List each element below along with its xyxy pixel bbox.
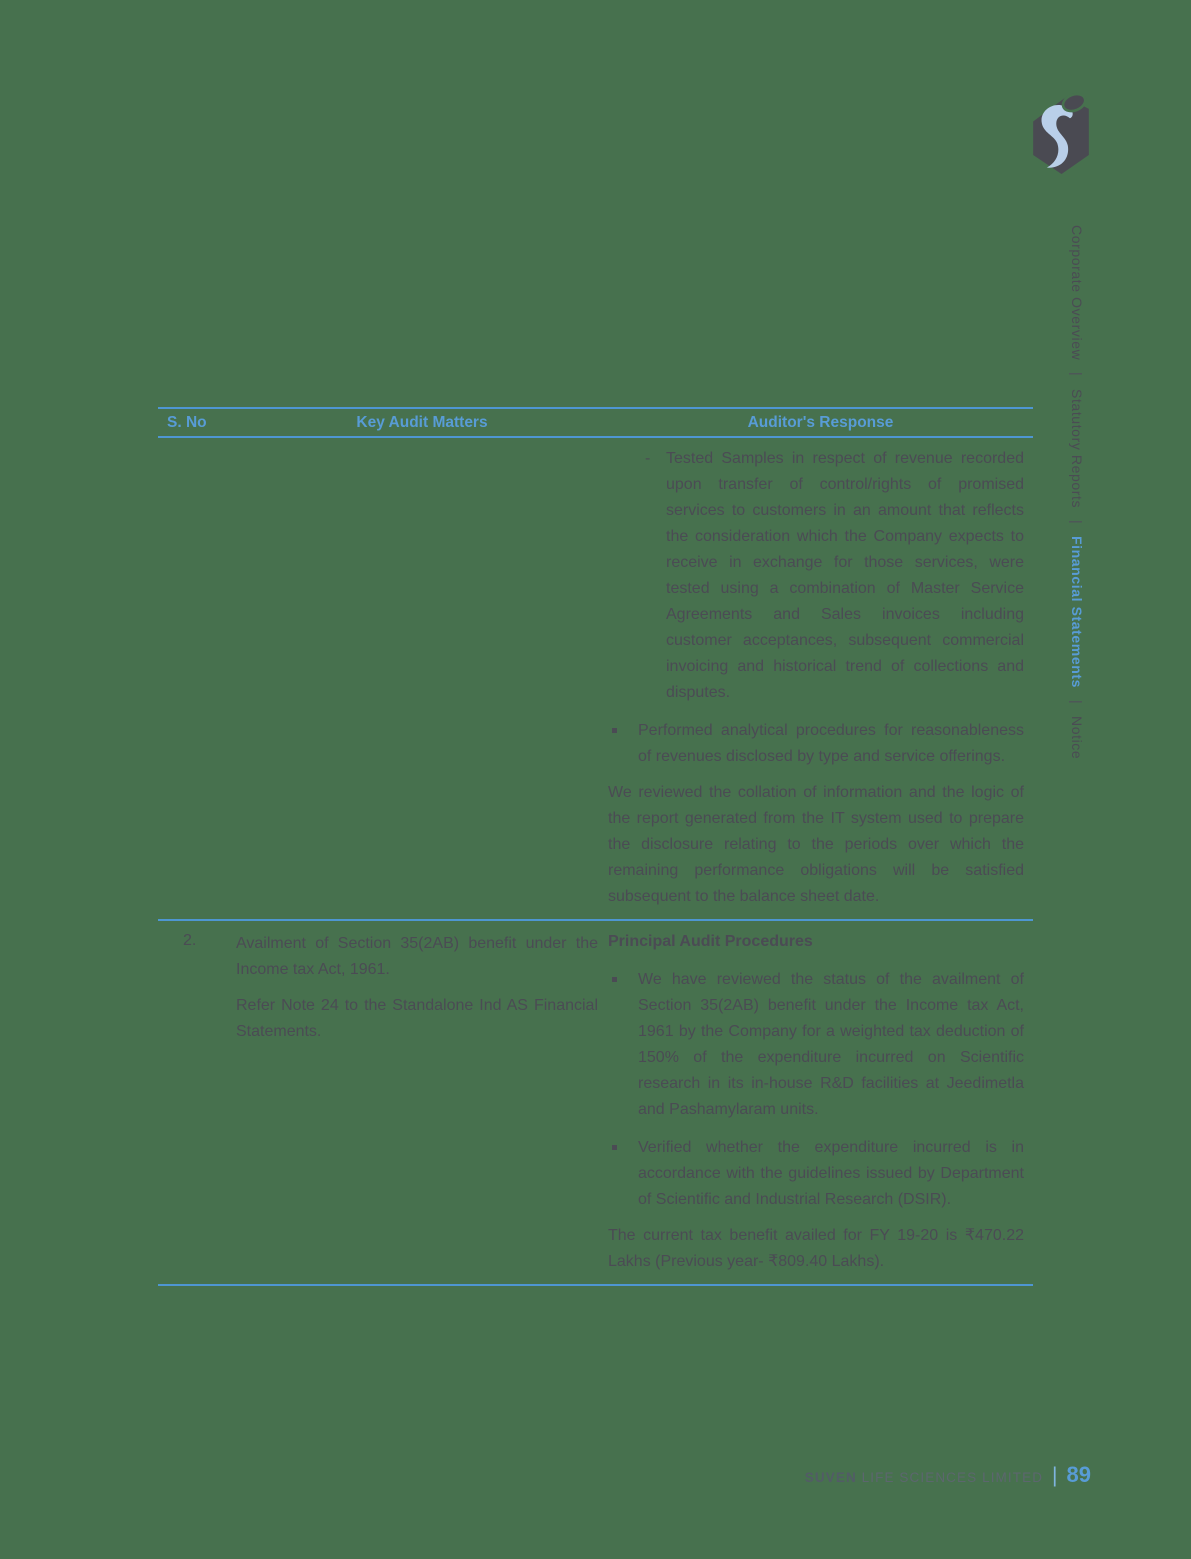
section-nav — [1069, 225, 1085, 760]
nav-separator: | — [1069, 372, 1085, 377]
table-row — [158, 438, 1033, 919]
nav-item-statutory-reports: Statutory Reports — [1069, 388, 1085, 508]
company-name — [805, 1470, 1043, 1485]
dash-marker: - — [645, 450, 651, 467]
cell-auditors-response — [608, 438, 1033, 919]
suven-logo — [1031, 91, 1091, 175]
list-item — [608, 446, 1024, 706]
paragraph: The current tax benefit availed for FY 19-20 is ₹470.22 Lakhs (Previous year- ₹809.40 Lakhs). — [608, 1227, 1024, 1270]
col-header-s-no: S. No — [167, 414, 207, 431]
cell-s-no: 2. — [183, 932, 197, 949]
col-header-auditors-response: Auditor's Response — [747, 414, 894, 431]
table-row — [158, 919, 1033, 1284]
company-name-bold: SUVEN — [804, 1470, 857, 1485]
bullet-icon — [612, 1145, 617, 1150]
list-item-text: Performed analytical procedures for reasonableness of revenues disclosed by type and service offerings. — [638, 722, 1024, 765]
company-name-rest: LIFE SCIENCES LIMITED — [861, 1470, 1044, 1485]
section-title: Principal Audit Procedures — [608, 933, 813, 950]
cell-auditors-response — [608, 921, 1033, 1284]
page-footer — [805, 1462, 1091, 1488]
list-item — [608, 1135, 1024, 1213]
cell-s-no — [158, 438, 236, 919]
list-item-text: Tested Samples in respect of revenue recorded upon transfer of control/rights of promised services to customers in an amount that reflects the consideration which the Company expects to receive in exchange for those services, were tested using a combination of Master Service Agreements and Sales invoices including customer acceptances, subsequent commercial invoicing and historical trend of collections and disputes. — [666, 450, 1024, 701]
bullet-icon — [612, 977, 617, 982]
nav-separator: | — [1069, 699, 1085, 705]
list-item-text: Verified whether the expenditure incurred is in accordance with the guidelines issued by Department of Scientific and Industrial Research (DSIR). — [638, 1139, 1024, 1208]
nav-item-notice: Notice — [1069, 716, 1085, 760]
footer-separator: | — [1052, 1464, 1058, 1487]
nav-item-corporate-overview: Corporate Overview — [1069, 225, 1085, 361]
paragraph: Refer Note 24 to the Standalone Ind AS Financial Statements. — [236, 997, 598, 1040]
nav-item-financial-statements: Financial Statements — [1069, 535, 1085, 688]
list-item — [608, 967, 1024, 1123]
key-audit-matters-table — [158, 407, 1033, 1286]
bullet-icon — [612, 728, 617, 733]
cell-key-audit-matters — [236, 438, 608, 919]
list-item — [608, 718, 1024, 770]
paragraph: We reviewed the collation of information and the logic of the report generated from the IT system used to prepare the disclosure relating to the periods over which the remaining performance obligations will be satisfied subsequent to the balance sheet date. — [608, 784, 1024, 905]
paragraph: Availment of Section 35(2AB) benefit under the Income tax Act, 1961. — [236, 935, 598, 978]
table-header-row — [158, 407, 1033, 438]
nav-separator: | — [1069, 519, 1085, 524]
page-number: 89 — [1066, 1462, 1091, 1487]
col-header-key-audit-matters: Key Audit Matters — [356, 414, 488, 431]
list-item-text: We have reviewed the status of the availment of Section 35(2AB) benefit under the Income tax Act, 1961 by the Company for a weighted tax deduction of 150% of the expenditure incurred on Scientific research in its in-house R&D facilities at Jeedimetla and Pashamylaram units. — [638, 971, 1024, 1118]
cell-key-audit-matters — [236, 921, 608, 1284]
